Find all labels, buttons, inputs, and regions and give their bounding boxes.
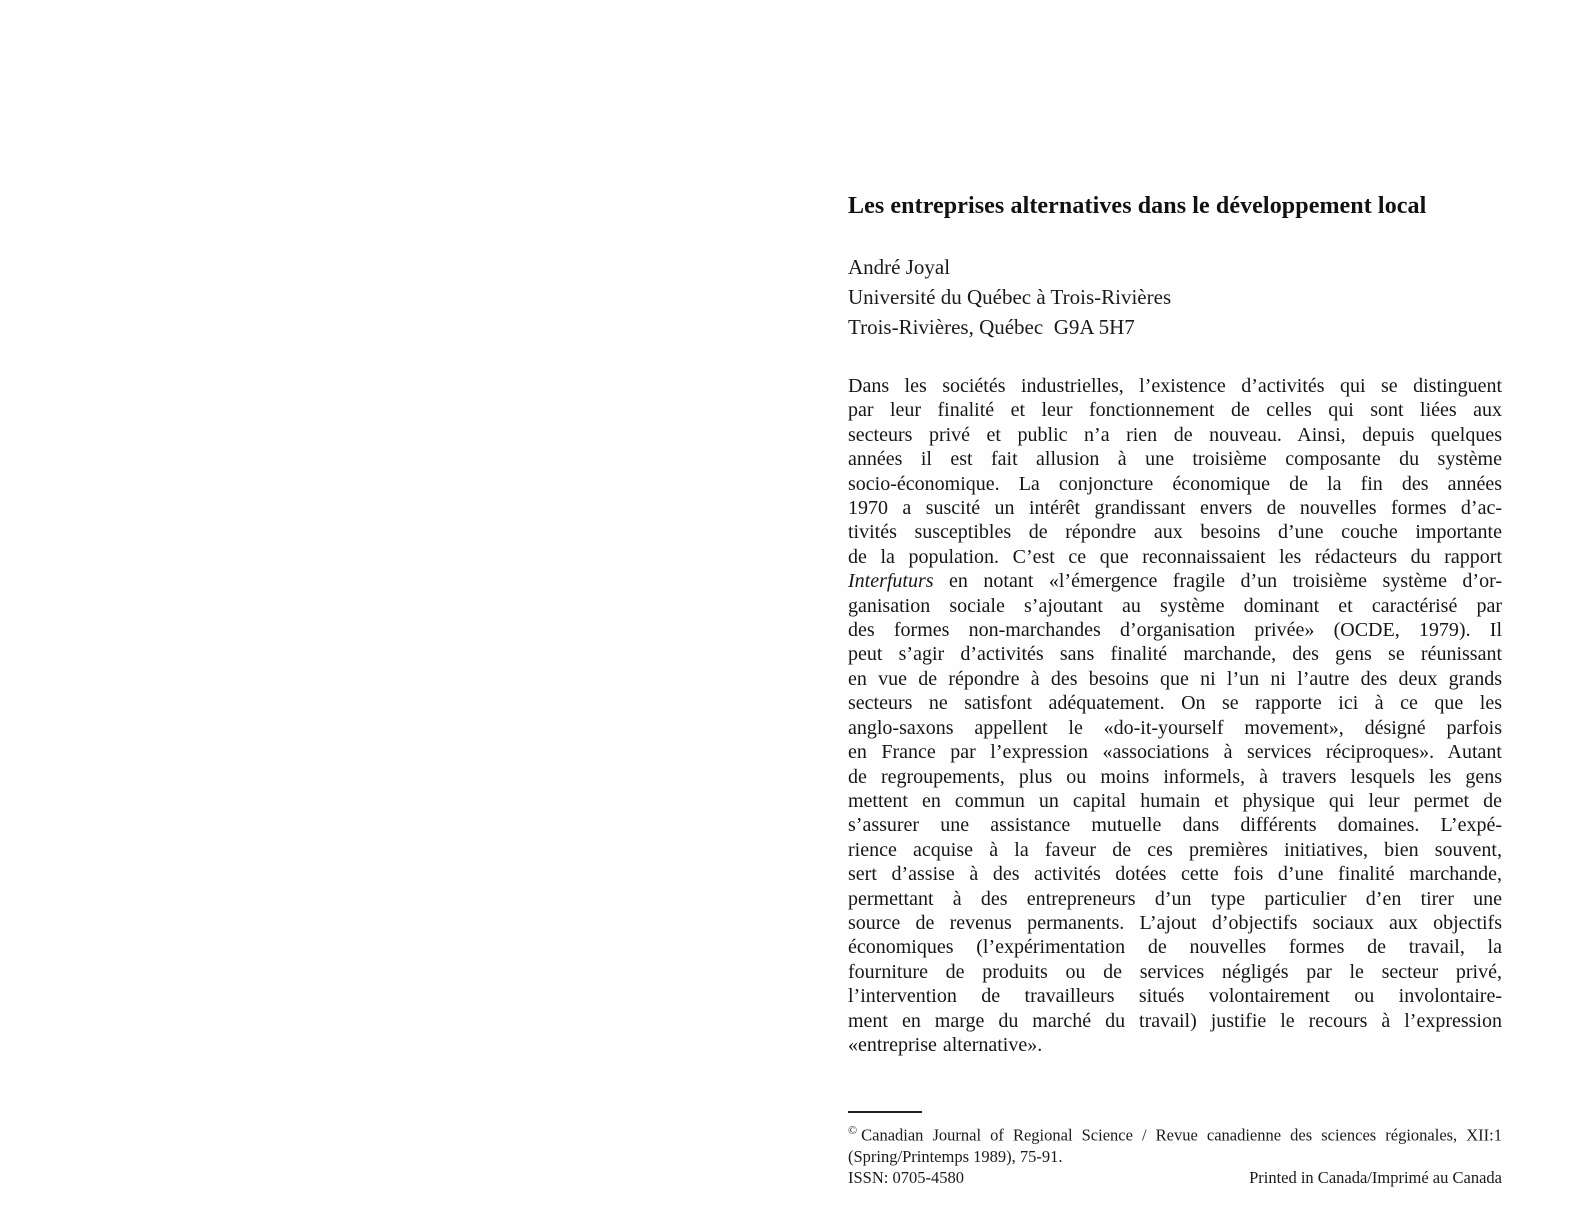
body-line-segment: secteurs ne satisfont adéquatement. On se rapporte ici à ce que les — [848, 692, 1502, 715]
author-address: Trois-Rivières, Québec G9A 5H7 — [848, 315, 1135, 339]
body-line-segment: années il est fait allusion à une troisième composante du système — [848, 448, 1502, 471]
body-line — [848, 765, 1502, 789]
body-line — [848, 716, 1502, 740]
body-line — [848, 569, 1502, 593]
body-line-italic-segment: Interfuturs — [848, 570, 934, 593]
footnote-issue: (Spring/Printemps 1989), 75-91. — [848, 1146, 1063, 1166]
body-line — [848, 545, 1502, 569]
body-line — [848, 642, 1502, 666]
body-line-segment: de la population. C’est ce que reconnaissaient les rédacteurs du rapport — [848, 545, 1502, 568]
body-line-segment: économiques (l’expérimentation de nouvelles formes de travail, la — [848, 936, 1502, 959]
body-line-segment: secteurs privé et public n’a rien de nouveau. Ainsi, depuis quelques — [848, 423, 1502, 446]
body-line — [848, 1009, 1502, 1033]
body-line — [848, 691, 1502, 715]
author-name: André Joyal — [848, 255, 951, 279]
body-line — [848, 960, 1502, 984]
footnote — [848, 1111, 1502, 1188]
body-line-segment: s’assurer une assistance mutuelle dans différents domaines. L’expé- — [848, 814, 1502, 837]
body-line-segment: socio-économique. La conjoncture économique de la fin des années — [848, 472, 1502, 495]
footnote-issn: ISSN: 0705-4580 — [848, 1167, 964, 1187]
body-line-segment: rience acquise à la faveur de ces premières initiatives, bien souvent, — [848, 838, 1502, 861]
body-line-segment: par leur finalité et leur fonctionnement de celles qui sont liées aux — [848, 399, 1502, 422]
body-line — [848, 838, 1502, 862]
article-title: Les entreprises alternatives dans le développement local — [848, 193, 1427, 219]
body-line-segment: tivités susceptibles de répondre aux besoins d’une couche importante — [848, 521, 1502, 544]
body-line — [848, 911, 1502, 935]
body-line — [848, 789, 1502, 813]
author-block — [848, 252, 1502, 342]
body-line-segment: ganisation sociale s’ajoutant au système dominant et caractérisé par — [848, 594, 1502, 617]
body-line — [848, 423, 1502, 447]
body-line-segment: «entreprise alternative». — [848, 1033, 1043, 1056]
body-line-segment: 1970 a suscité un intérêt grandissant envers de nouvelles formes d’ac- — [848, 497, 1502, 520]
body-line-segment: en France par l’expression «associations à services réciproques». Autant — [848, 741, 1502, 764]
footnote-printed-in: Printed in Canada/Imprimé au Canada — [1249, 1167, 1502, 1187]
body-line — [848, 862, 1502, 886]
body-line-segment: des formes non-marchandes d’organisation privée» (OCDE, 1979). Il — [848, 619, 1502, 642]
body-line — [848, 1033, 1502, 1057]
body-line — [848, 935, 1502, 959]
body-line-segment: en notant «l’émergence fragile d’un troisième système d’or- — [933, 570, 1502, 593]
body-line-segment: mettent en commun un capital humain et physique qui leur permet de — [848, 789, 1502, 812]
body-line — [848, 520, 1502, 544]
author-affiliation: Université du Québec à Trois-Rivières — [848, 285, 1172, 309]
body-line-segment: Dans les sociétés industrielles, l’existence d’activités qui se distinguent — [848, 375, 1502, 397]
body-line-segment: fourniture de produits ou de services négligés par le secteur privé, — [848, 960, 1502, 983]
body-line — [848, 667, 1502, 691]
body-line — [848, 447, 1502, 471]
body-line-segment: en vue de répondre à des besoins que ni l’un ni l’autre des deux grands — [848, 667, 1502, 690]
body-line — [848, 984, 1502, 1008]
body-line — [848, 374, 1502, 398]
article-body-paragraph — [848, 374, 1502, 1057]
body-line-segment: de regroupements, plus ou moins informels, à travers lesquels les gens — [848, 765, 1502, 788]
body-line — [848, 887, 1502, 911]
body-line — [848, 594, 1502, 618]
body-line-segment: anglo-saxons appellent le «do-it-yourself movement», désigné parfois — [848, 716, 1502, 739]
footnote-rule — [848, 1111, 922, 1113]
body-line — [848, 813, 1502, 837]
footnote-bottom-row — [848, 1167, 1502, 1188]
body-line-segment: l’intervention de travailleurs situés volontairement ou involontaire- — [848, 985, 1502, 1008]
body-line — [848, 472, 1502, 496]
body-line-segment: source de revenus permanents. L’ajout d’objectifs sociaux aux objectifs — [848, 911, 1502, 934]
body-line — [848, 740, 1502, 764]
body-line-segment: ment en marge du marché du travail) justifie le recours à l’expression — [848, 1009, 1502, 1032]
copyright-symbol: © — [848, 1123, 858, 1137]
body-line — [848, 618, 1502, 642]
footnote-citation — [848, 1120, 1502, 1146]
body-line-segment: peut s’agir d’activités sans finalité marchande, des gens se réunissant — [848, 643, 1502, 666]
body-line-segment: permettant à des entrepreneurs d’un type particulier d’en tirer une — [848, 887, 1502, 910]
body-line — [848, 496, 1502, 520]
body-line — [848, 398, 1502, 422]
body-line-segment: sert d’assise à des activités dotées cette fois d’une finalité marchande, — [848, 863, 1502, 886]
footnote-citation-text: Canadian Journal of Regional Science / Revue canadienne des sciences régionales, XII:1 — [861, 1125, 1502, 1145]
